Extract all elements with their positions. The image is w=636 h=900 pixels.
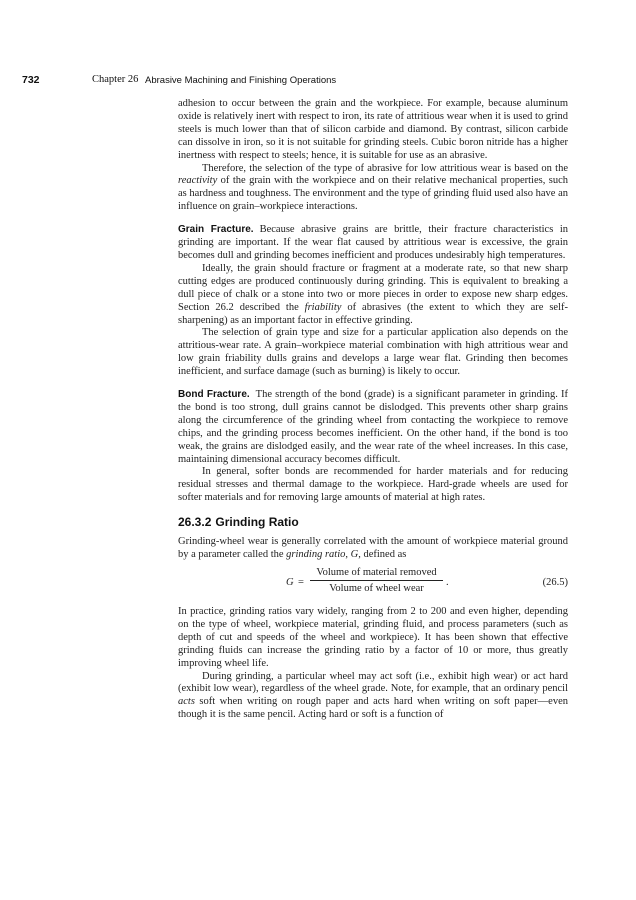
run-in-heading-bond-fracture: Bond Fracture. (178, 389, 250, 401)
paragraph-text: of abrasives (the extent to which they are self-sharpening) as an important factor in effective grinding. (178, 301, 568, 326)
chapter-label: Chapter 26 (92, 74, 139, 85)
paragraph-practice (178, 606, 568, 671)
italic-term: acts (178, 696, 195, 708)
page-number: 732 (22, 74, 40, 86)
paragraph-text: adhesion to occur between the grain and the workpiece. For example, because aluminum oxide is relatively inert with respect to iron, its rate of attritious wear when it is used to grind steels is much lower than that of silicon carbide and diamond. By contrast, silicon carbide can dissolve in iron, so it is not suitable for grinding steels. Cubic boron nitride has a higher inertness with respect to steels; hence, it is suitable for use as an abrasive. (178, 98, 568, 161)
paragraph-reactivity (178, 163, 568, 215)
paragraph-text: Because abrasive grains are brittle, their fracture characteristics in grinding are important. If the wear flat caused by attritious wear is excessive, the grain becomes dull and grinding becomes inefficient and produces undesirably high temperatures. (178, 224, 568, 261)
variable-g: G (350, 549, 359, 561)
paragraph-grinding-ratio (178, 536, 568, 562)
paragraph-act-soft-hard (178, 671, 568, 723)
equation-numerator: Volume of material removed (316, 567, 437, 578)
chapter-title: Abrasive Machining and Finishing Operations (145, 74, 337, 86)
paragraph-text: , defined as (358, 549, 407, 561)
paragraph-text: of the grain with the workpiece and on their relative mechanical properties, such as hardness and toughness. The environment and the type of grinding fluid used also have an influence on grain–workpiece interactions. (178, 175, 568, 213)
paragraph-grain-selection (178, 327, 568, 379)
paragraph-text: During grinding, a particular wheel may act soft (i.e., exhibit high wear) or act hard (exhibit low wear), regardless of the wheel grade. Note, for example, that an ordinary pencil (178, 670, 568, 695)
paragraph-text: soft when writing on rough paper and acts hard when writing on soft paper—even though it is the same pencil. Acting hard or soft is a function of (178, 696, 568, 721)
fraction-bar (310, 580, 443, 581)
equation-lhs: G (286, 577, 294, 588)
paragraph-text: Ideally, the grain should fracture or fragment at a moderate rate, so that new sharp cutting edges are produced continuously during grinding. This is equivalent to breaking a dull piece of chalk or a stone into two or more pieces in order to expose new sharp edges. Section 26.2 described the (178, 262, 568, 313)
run-in-heading-grain-fracture: Grain Fracture. (178, 224, 254, 236)
italic-term: reactivity (178, 175, 218, 187)
paragraph-friability (178, 263, 568, 328)
paragraph-text: In general, softer bonds are recommended for harder materials and for reducing residual stresses and thermal damage to the workpiece. Hard-grade wheels are used for softer materials and for removing large amounts of material at high rates. (178, 466, 568, 504)
paragraph-grain-fracture (178, 224, 568, 263)
equation-equals: = (298, 577, 304, 588)
equation-period: . (446, 577, 449, 588)
paragraph-softer-bonds (178, 466, 568, 505)
section-title: Grinding Ratio (215, 515, 299, 530)
italic-term: grinding ratio (286, 549, 346, 561)
section-number: 26.3.2 (178, 515, 212, 530)
paragraph-adhesion (178, 98, 568, 163)
paragraph-text: Therefore, the selection of the type of abrasive for low attritious wear is based on the (202, 162, 568, 174)
paragraph-text: , (345, 549, 351, 561)
paragraph-text: In practice, grinding ratios vary widely, ranging from 2 to 200 and even higher, depending on the type of wheel, workpiece material, grinding fluid, and process parameters (such as depth of cut and speeds of the wheel and workpiece). It has been shown that effective grinding fluids can increase the grinding ratio by a factor of 10 or more, thus greatly improving wheel life. (178, 606, 568, 669)
running-head (22, 74, 622, 90)
paragraph-text: The strength of the bond (grade) is a significant parameter in grinding. If the bond is too strong, dull grains cannot be dislodged. This prevents other sharp grains along the circumference of the grinding wheel from contacting the workpiece to remove chips, and the grinding process becomes inefficient. On the other hand, if the bond is too weak, the grains are dislodged easily, and the wear rate of the wheel increases. In this case, maintaining dimensional accuracy becomes difficult. (178, 389, 569, 465)
text-column (178, 98, 568, 722)
equation-denominator: Volume of wheel wear (329, 583, 424, 594)
paragraph-text: Grinding-wheel wear is generally correlated with the amount of workpiece material ground by a parameter called the (178, 536, 568, 561)
equation-fraction (310, 566, 443, 595)
paragraph-text: The selection of grain type and size for a particular application also depends on the attritious-wear rate. A grain–workpiece material combination with high attritious wear and low grain friability dulls grains and develops a large wear flat. Grinding then becomes inefficient, and surface damage (such as burning) is likely to occur. (178, 327, 568, 378)
equation-number: (26.5) (542, 577, 568, 588)
italic-term: friability (304, 301, 342, 313)
section-heading (178, 515, 568, 530)
equation-26-5 (178, 566, 568, 600)
paragraph-bond-fracture (178, 389, 568, 466)
